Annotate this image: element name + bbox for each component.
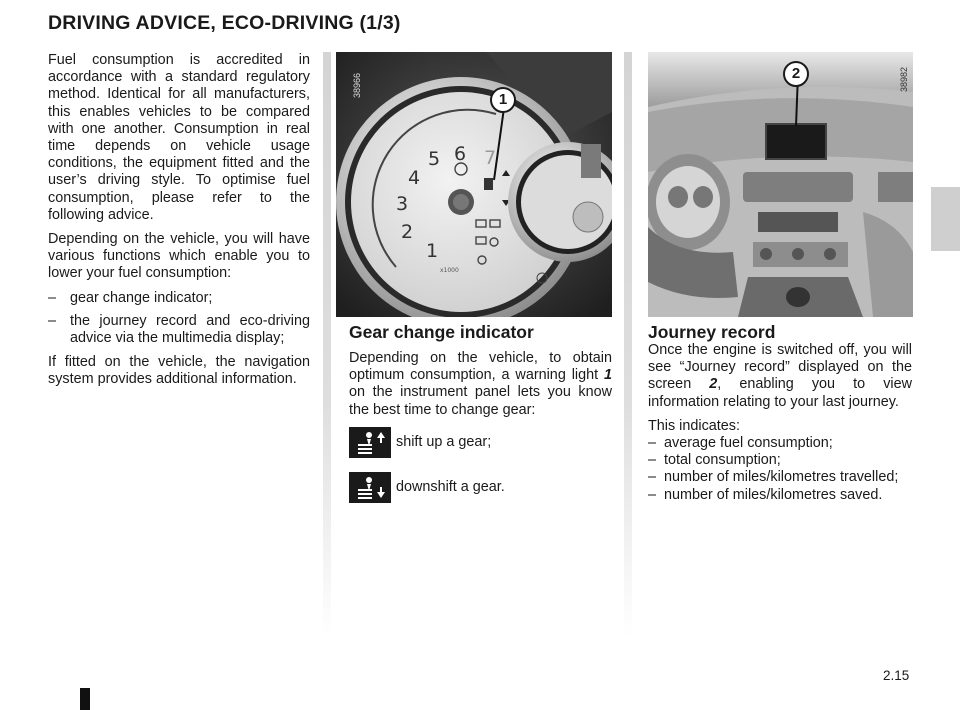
dashboard-illustration xyxy=(648,52,913,317)
body-text: , enabling you to view information relating to your last journey. xyxy=(648,376,912,410)
gear-shift-down-icon xyxy=(349,472,391,503)
tacho-number: 3 xyxy=(396,193,409,215)
chapter-tab xyxy=(931,187,960,251)
tacho-number: 2 xyxy=(401,221,414,243)
intro-paragraph: Fuel consumption is accredited in accordance with a standard regulatory method. Identical for all manufacturers, this enables vehicles to be compared with one another. Consumption in real time depends on vehicle usage conditions, the equipment fitted and the user’s driving style. To optimise fuel consumption, please refer to the following advice. xyxy=(48,52,310,223)
shift-up-row xyxy=(349,427,612,458)
body-text: Once the engine is switched off, you will see “Journey record” displayed on the screen xyxy=(648,342,912,393)
shift-up-label: shift up a gear; xyxy=(396,433,492,450)
shift-down-label: downshift a gear. xyxy=(396,478,505,495)
body-text: Depending on the vehicle, to obtain optimum consumption, a warning light xyxy=(349,350,612,384)
gear-shift-up-icon xyxy=(349,427,391,458)
function-list xyxy=(48,290,310,348)
callout-marker: 2 xyxy=(783,61,809,87)
section-heading: Journey record xyxy=(648,322,776,342)
list-item: – average fuel consumption; xyxy=(648,435,912,452)
list-item: – number of miles/kilometres travelled; xyxy=(648,469,912,486)
shift-down-row xyxy=(349,472,612,503)
section-body xyxy=(648,342,912,411)
figure-reference: 38982 xyxy=(899,66,909,92)
section-body xyxy=(349,350,612,419)
list-item: – gear change indicator; xyxy=(48,290,310,307)
dashboard-figure xyxy=(648,52,913,317)
callout-marker: 1 xyxy=(490,87,516,113)
instrument-panel-illustration xyxy=(336,52,612,317)
list-item: – the journey record and eco-driving advice via the multimedia display; xyxy=(48,313,310,347)
column-divider xyxy=(624,52,632,637)
indicates-label: This indicates: xyxy=(648,417,740,434)
list-item: – total consumption; xyxy=(648,452,912,469)
tacho-unit: x1000 xyxy=(440,267,459,274)
multimedia-screen xyxy=(766,124,826,159)
tacho-number: 4 xyxy=(408,167,421,189)
gear-change-section xyxy=(349,322,612,517)
tacho-number: 1 xyxy=(426,240,439,262)
intro-column xyxy=(48,52,310,396)
list-item: – number of miles/kilometres saved. xyxy=(648,487,912,504)
corner-mark xyxy=(80,688,90,710)
journey-list xyxy=(648,435,912,504)
page-number: 2.15 xyxy=(883,668,910,683)
section-heading: Gear change indicator xyxy=(349,322,534,342)
reference-number: 1 xyxy=(603,367,612,384)
body-text: on the instrument panel lets you know the best time to change gear: xyxy=(349,384,612,418)
page-title: DRIVING ADVICE, ECO-DRIVING (1/3) xyxy=(48,12,401,34)
column-divider xyxy=(323,52,331,637)
tacho-number: 6 xyxy=(454,143,467,165)
figure-reference: 38966 xyxy=(352,72,362,98)
intro-paragraph: Depending on the vehicle, you will have various functions which enable you to lower your fuel consumption: xyxy=(48,231,310,282)
instrument-panel-figure xyxy=(336,52,612,317)
tacho-number: 5 xyxy=(428,148,441,170)
reference-number: 2 xyxy=(709,376,718,393)
intro-paragraph: If fitted on the vehicle, the navigation system provides additional information. xyxy=(48,354,310,388)
journey-record-section xyxy=(648,322,912,504)
tacho-number: 7 xyxy=(484,147,497,169)
